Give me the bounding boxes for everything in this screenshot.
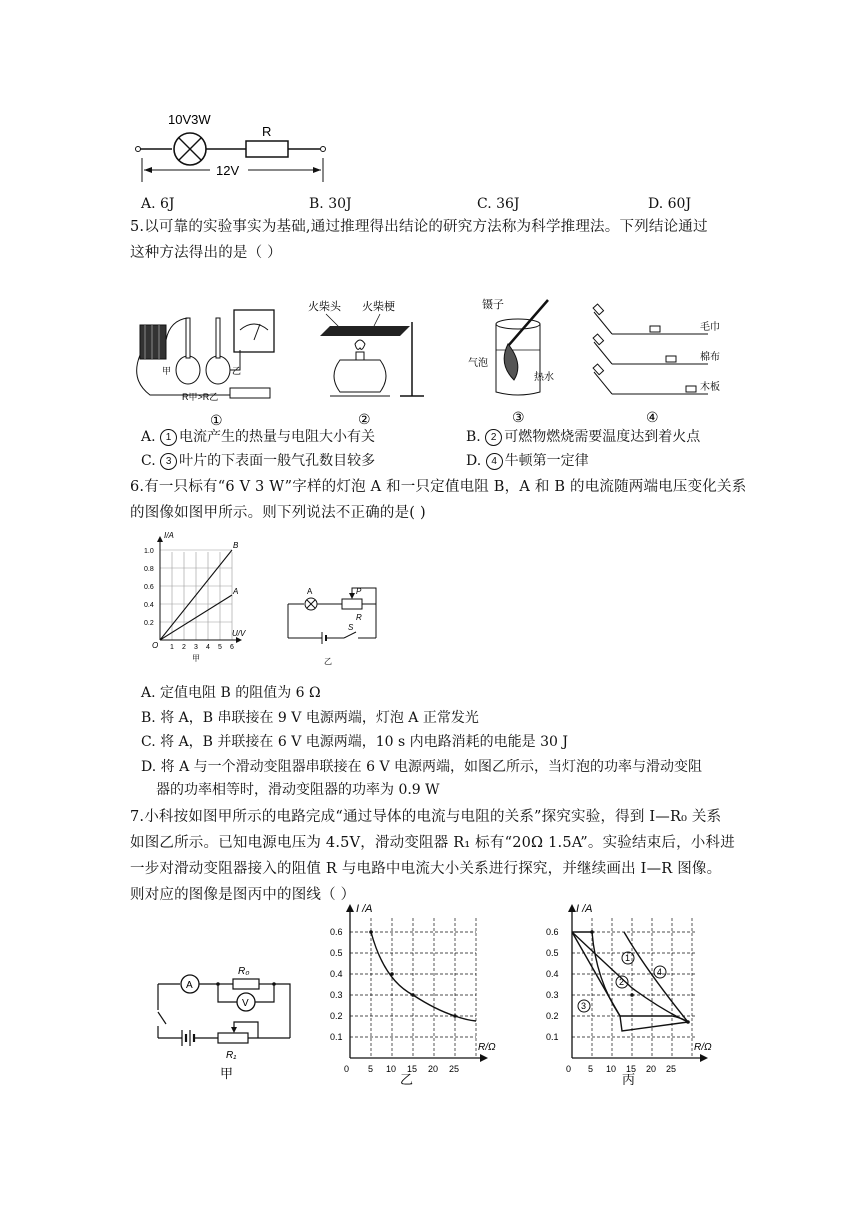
svg-text:I /A: I /A [356,903,373,915]
svg-text:0.6: 0.6 [546,927,559,937]
resistor-r0-icon [233,979,259,989]
q7-graph-yi [326,900,516,1085]
q5-figure-1 [130,300,290,430]
svg-text:15: 15 [407,1064,418,1074]
svg-text:火柴梗: 火柴梗 [362,301,395,313]
svg-text:③: ③ [512,409,525,425]
svg-text:2: 2 [619,977,625,987]
svg-text:10: 10 [386,1064,397,1074]
q5-figure-4 [588,294,728,430]
q7-stem-line4: 则对应的图像是图丙中的图线（ ） [130,887,356,903]
svg-text:R: R [356,613,362,622]
svg-text:3: 3 [581,1001,587,1011]
q5-stem-line1: 5.以可靠的实验事实为基础,通过推理得出结论的研究方法称为科学推理法。下列结论通过 [130,219,708,235]
q5-option-a: A. 1 电流产生的热量与电阻大小有关 [141,429,376,445]
svg-text:火柴头: 火柴头 [308,301,341,313]
svg-text:25: 25 [666,1064,677,1074]
q6-circuit-yi [280,580,390,670]
svg-text:I /A: I /A [576,903,593,915]
svg-text:4: 4 [206,644,210,651]
svg-text:R₀: R₀ [238,966,250,977]
svg-text:B: B [233,541,239,550]
q4-circuit-figure [128,108,338,192]
svg-text:0.3: 0.3 [330,990,343,1000]
q7-stem-line1: 7.小科按如图甲所示的电路完成“通过导体的电流与电阻的关系”探究实验，得到 I—R₀ 关系 [130,809,722,825]
q5-figure-2 [300,296,430,430]
svg-text:R₁: R₁ [226,1050,237,1061]
q4-option-b: B. 30J [309,196,352,212]
svg-text:甲: 甲 [220,1066,234,1081]
svg-text:3: 3 [194,644,198,651]
svg-text:S: S [348,623,354,632]
rheostat-icon [342,599,362,609]
q6-option-d: D. 将 A 与一个滑动变阻器串联接在 6 V 电源两端，如图乙所示，当灯泡的功率与滑动变阻 [141,759,703,775]
svg-text:0: 0 [566,1064,572,1074]
svg-text:1: 1 [170,644,174,651]
svg-text:甲: 甲 [162,366,172,376]
resistor-icon [246,141,288,157]
svg-text:木板: 木板 [700,382,720,393]
svg-text:气泡: 气泡 [468,358,488,369]
svg-text:乙: 乙 [400,1072,414,1085]
svg-text:乙: 乙 [324,657,332,666]
q4-option-c: C. 36J [477,196,520,212]
svg-text:0.6: 0.6 [144,584,154,591]
q5-stem-line2: 这种方法得出的是（ ） [130,245,282,261]
svg-text:A: A [233,587,239,596]
svg-text:25: 25 [449,1064,460,1074]
svg-text:④: ④ [646,409,659,425]
q5-figure-3 [468,294,578,430]
svg-text:0.2: 0.2 [546,1011,559,1021]
svg-text:O: O [152,641,159,650]
svg-text:5: 5 [588,1064,594,1074]
q6-stem-line1: 6.有一只标有“6 V 3 W”字样的灯泡 A 和一只定值电阻 B，A 和 B 的电流随两端电压变化关系 [130,479,747,495]
svg-text:5: 5 [368,1064,374,1074]
svg-text:镊子: 镊子 [482,299,504,311]
svg-text:0.8: 0.8 [144,566,154,573]
svg-text:热水: 热水 [534,372,554,383]
svg-text:R/Ω: R/Ω [478,1042,496,1053]
q6-option-d-cont: 器的功率相等时，滑动变阻器的功率为 0.9 W [156,782,440,798]
q7-circuit-jia [148,962,298,1082]
svg-text:A: A [307,587,313,596]
svg-text:15: 15 [626,1064,637,1074]
svg-text:10: 10 [606,1064,617,1074]
q4-resistor-label: R [262,124,272,139]
svg-text:20: 20 [646,1064,657,1074]
svg-text:0.4: 0.4 [546,969,559,979]
q6-graph-jia [140,530,250,666]
svg-text:V: V [242,998,249,1009]
svg-text:0.5: 0.5 [330,948,343,958]
q6-option-a: A. 定值电阻 B 的阻值为 6 Ω [141,685,321,701]
svg-text:I/A: I/A [164,531,174,540]
svg-text:0.3: 0.3 [546,990,559,1000]
svg-text:0.2: 0.2 [330,1011,343,1021]
q4-lamp-label: 10V3W [168,112,211,127]
svg-text:0.6: 0.6 [330,927,343,937]
q5-option-b: B. 2 可燃物燃烧需要温度达到着火点 [466,429,701,445]
q4-option-d: D. 60J [648,196,692,212]
q7-stem-line3: 一步对滑动变阻器接入的阻值 R 与电路中电流大小关系进行探究，并继续画出 I—R 图像。 [130,861,722,877]
svg-text:R/Ω: R/Ω [694,1042,712,1053]
svg-text:0.2: 0.2 [144,620,154,627]
svg-text:1.0: 1.0 [144,548,154,555]
svg-text:棉布: 棉布 [700,352,720,363]
svg-text:A: A [186,980,193,991]
svg-text:乙: 乙 [232,366,242,376]
svg-text:U/V: U/V [232,629,246,638]
q4-option-a: A. 6J [141,196,175,212]
svg-text:5: 5 [218,644,222,651]
svg-text:1: 1 [625,953,631,963]
q6-stem-line2: 的图像如图甲所示。则下列说法不正确的是( ) [130,505,426,521]
svg-text:6: 6 [230,644,234,651]
svg-text:甲: 甲 [192,654,200,663]
svg-text:①: ① [210,412,223,428]
q5-option-d: D. 4 牛顿第一定律 [466,453,589,469]
q4-voltage-label: 12V [216,163,240,178]
svg-text:0.4: 0.4 [330,969,343,979]
q7-stem-line2: 如图乙所示。已知电源电压为 4.5V，滑动变阻器 R₁ 标有“20Ω 1.5A”。实验结束后，小科进 [130,835,735,851]
q7-graph-bing [536,900,726,1085]
svg-text:0.1: 0.1 [546,1032,559,1042]
q6-option-c: C. 将 A，B 并联接在 6 V 电源两端，10 s 内电路消耗的电能是 30 J [141,734,569,750]
svg-text:丙: 丙 [622,1072,636,1085]
svg-text:2: 2 [182,644,186,651]
svg-text:毛巾: 毛巾 [700,322,720,333]
q5-option-c: C. 3 叶片的下表面一般气孔数目较多 [141,453,376,469]
svg-text:0.4: 0.4 [144,602,154,609]
svg-text:0.1: 0.1 [330,1032,343,1042]
q6-option-b: B. 将 A，B 串联接在 9 V 电源两端，灯泡 A 正常发光 [141,710,479,726]
svg-text:R甲>R乙: R甲>R乙 [182,392,219,402]
rheostat-r1-icon [218,1033,248,1043]
svg-text:②: ② [358,411,371,427]
svg-text:P: P [356,587,362,596]
svg-text:0: 0 [344,1064,350,1074]
svg-text:20: 20 [428,1064,439,1074]
svg-text:0.5: 0.5 [546,948,559,958]
svg-text:4: 4 [657,967,663,977]
